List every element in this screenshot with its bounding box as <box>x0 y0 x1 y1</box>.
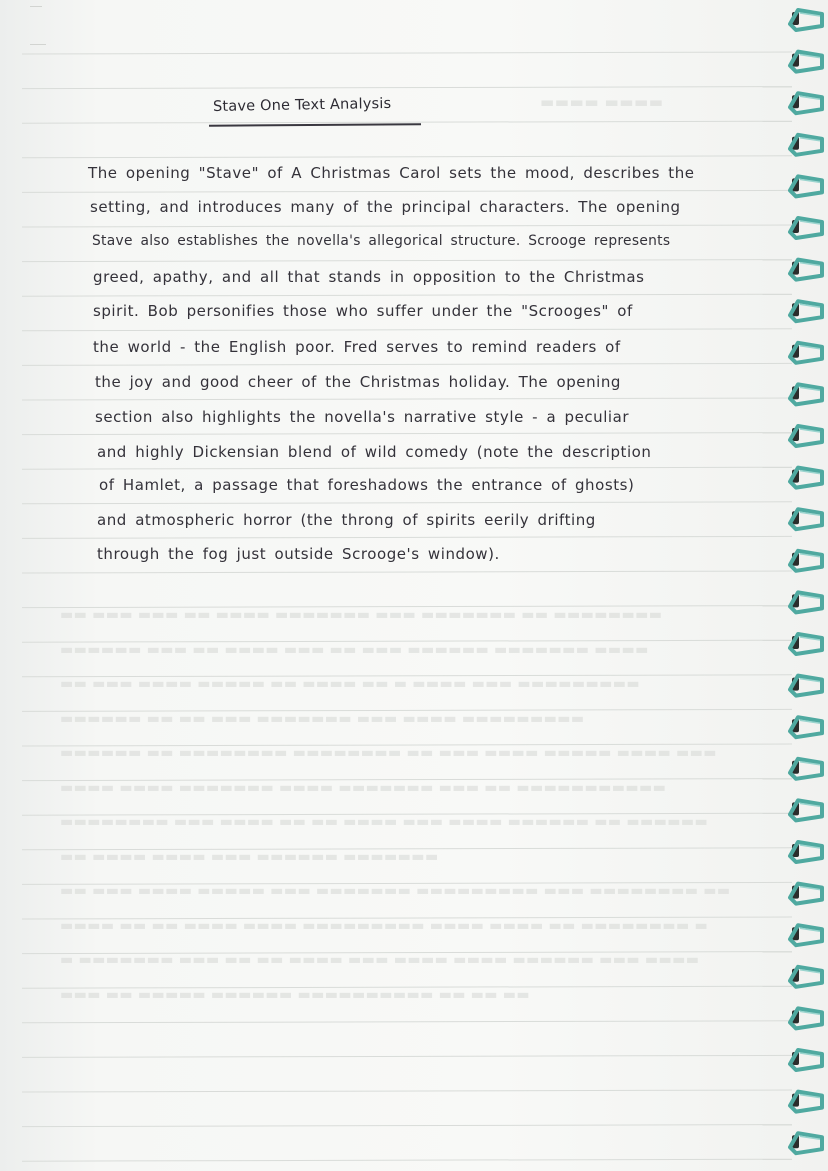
paragraph-line: through the fog just outside Scrooge's window). <box>97 545 500 563</box>
rule-line <box>22 363 792 365</box>
spiral-coil <box>790 1008 822 1028</box>
bleed-through-title: ▬▬▬▬ ▬▬▬▬ <box>540 93 664 111</box>
spiral-coil <box>790 468 822 488</box>
spiral-coil <box>790 676 822 696</box>
paragraph-line: the world - the English poor. Fred serves to remind readers of <box>93 338 621 356</box>
paragraph-line: and atmospheric horror (the throng of spirits eerily drifting <box>97 511 596 529</box>
paragraph-line: Stave also establishes the novella's allegorical structure. Scrooge represents <box>92 233 671 249</box>
rule-line <box>22 225 792 227</box>
spiral-binding <box>788 0 828 1171</box>
rule-line <box>22 536 792 538</box>
paragraph-line: greed, apathy, and all that stands in opposition to the Christmas <box>93 268 645 286</box>
rule-line <box>22 1090 792 1092</box>
spiral-coil <box>790 925 822 945</box>
paragraph-line: the joy and good cheer of the Christmas holiday. The opening <box>95 373 621 391</box>
rule-line <box>22 433 792 435</box>
page-title: Stave One Text Analysis <box>212 95 392 115</box>
bleed-through-text: ▬▬ ▬▬▬ ▬▬▬ ▬▬ ▬▬▬▬ ▬▬▬▬▬▬▬ ▬▬▬ ▬▬▬▬▬▬▬ ▬▬ ▬▬▬▬▬▬▬▬ ▬▬▬▬▬▬ ▬▬▬ ▬▬ ▬▬▬▬ ▬▬▬ ▬▬ ▬▬▬ ▬▬▬▬▬▬ ▬▬▬▬▬▬▬ ▬▬▬▬ ▬▬ ▬▬▬ ▬▬▬▬ ▬▬▬▬▬ ▬▬ ▬▬▬▬ ▬▬ ▬ ▬▬▬▬ ▬▬▬ ▬▬▬▬▬▬▬▬▬ ▬▬▬▬▬▬ ▬▬ ▬▬ ▬▬▬ ▬▬▬▬▬▬▬ ▬▬▬ ▬▬▬▬ ▬▬▬▬▬▬▬▬▬ ▬▬▬▬▬▬ ▬▬ ▬▬▬▬▬▬▬▬ ▬▬▬▬▬▬▬▬ ▬▬ ▬▬▬ ▬▬▬▬ ▬▬▬▬▬ ▬▬▬▬ ▬▬▬ ▬▬▬▬ ▬▬▬▬ ▬▬▬▬▬▬▬ ▬▬▬▬ ▬▬▬▬▬▬▬ ▬▬▬ ▬▬ ▬▬▬▬▬▬▬▬▬▬▬ ▬▬▬▬▬▬▬▬ ▬▬▬ ▬▬▬▬ ▬▬ ▬▬ ▬▬▬▬ ▬▬▬ ▬▬▬▬ ▬▬▬▬▬▬ ▬▬ ▬▬▬▬▬▬ ▬▬ ▬▬▬▬ ▬▬▬▬ ▬▬▬ ▬▬▬▬▬▬ ▬▬▬▬▬▬▬ ▬▬ ▬▬▬ ▬▬▬▬ ▬▬▬▬▬ ▬▬▬ ▬▬▬▬▬▬▬ ▬▬▬▬▬▬▬▬▬ ▬▬▬ ▬▬▬▬▬▬▬▬ ▬▬ ▬▬▬▬ ▬▬ ▬▬ ▬▬▬▬ ▬▬▬▬ ▬▬▬▬▬▬▬▬▬ ▬▬▬▬ ▬▬▬▬ ▬▬ ▬▬▬▬▬▬▬▬ ▬ ▬ ▬▬▬▬▬▬▬ ▬▬▬ ▬▬ ▬▬ ▬▬▬▬ ▬▬▬ ▬▬▬▬ ▬▬▬▬ ▬▬▬▬▬▬ ▬▬▬ ▬▬▬▬ ▬▬▬ ▬▬ ▬▬▬▬▬ ▬▬▬▬▬▬ ▬▬▬▬▬▬▬▬▬▬ ▬▬ ▬▬ ▬▬ <box>60 607 731 1003</box>
rule-line <box>22 502 792 504</box>
rule-line <box>22 398 792 400</box>
spiral-coil <box>790 1133 822 1153</box>
spiral-coil <box>790 800 822 820</box>
header-field-no <box>30 2 42 12</box>
rule-line <box>22 260 792 262</box>
rule-line <box>22 329 792 331</box>
spiral-coil <box>790 967 822 987</box>
spiral-coil <box>790 135 822 155</box>
rule-line <box>22 87 792 89</box>
spiral-coil <box>790 343 822 363</box>
paragraph-line: of Hamlet, a passage that foreshadows the entrance of ghosts) <box>99 476 635 494</box>
rule-line <box>22 1055 792 1057</box>
spiral-coil <box>790 93 822 113</box>
spiral-coil <box>790 509 822 529</box>
spiral-coil <box>790 426 822 446</box>
spiral-coil <box>790 10 822 30</box>
spiral-coil <box>790 634 822 654</box>
spiral-coil <box>790 842 822 862</box>
rule-line <box>22 467 792 469</box>
spiral-coil <box>790 301 822 321</box>
spiral-coil <box>790 384 822 404</box>
rule-line <box>22 156 792 158</box>
spiral-coil <box>790 52 822 72</box>
spiral-coil <box>790 1092 822 1112</box>
spiral-coil <box>790 260 822 280</box>
rule-line <box>22 1021 792 1023</box>
spiral-coil <box>790 884 822 904</box>
spiral-coil <box>790 176 822 196</box>
rule-line <box>22 52 792 54</box>
spiral-coil <box>790 1050 822 1070</box>
spiral-coil <box>790 717 822 737</box>
rule-line <box>22 190 792 192</box>
rule-line <box>22 1159 792 1161</box>
spiral-coil <box>790 759 822 779</box>
paragraph-line: section also highlights the novella's narrative style - a peculiar <box>95 408 630 426</box>
paragraph-line: setting, and introduces many of the principal characters. The opening <box>90 198 681 216</box>
paragraph-line: The opening "Stave" of A Christmas Carol sets the mood, describes the <box>88 164 695 182</box>
paragraph-line: and highly Dickensian blend of wild comedy (note the description <box>97 443 652 461</box>
spiral-coil <box>790 551 822 571</box>
rule-line <box>22 1125 792 1127</box>
header-field-date <box>30 40 46 50</box>
rule-line <box>22 571 792 573</box>
spiral-coil <box>790 592 822 612</box>
paragraph-line: spirit. Bob personifies those who suffer under the "Scrooges" of <box>93 302 633 320</box>
rule-line <box>22 294 792 296</box>
spiral-coil <box>790 218 822 238</box>
